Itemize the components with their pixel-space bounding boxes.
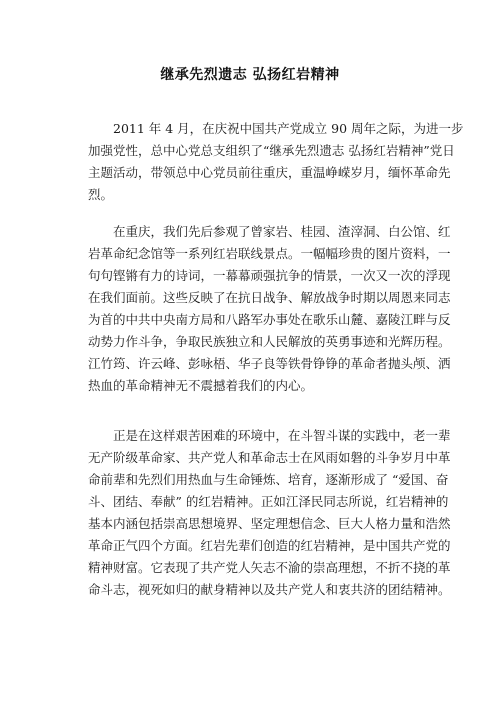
paragraph-line: 句句铿锵有力的诗词，一幕幕顽强抗争的情景，一次又一次的浮现 [88, 268, 451, 283]
paragraph-line: 基本内涵包括崇高思想境界、坚定理想信念、巨大人格力量和浩然 [88, 516, 451, 531]
paragraph-line: 为首的中共中央南方局和八路军办事处在歌乐山麓、嘉陵江畔与反 [88, 312, 451, 327]
paragraph-line: 动势力作斗争，争取民族独立和人民解放的英勇事迹和光辉历程。 [88, 334, 451, 349]
paragraph-line: 岩革命纪念馆等一系列红岩联线景点。一幅幅珍贵的图片资料，一 [88, 246, 451, 261]
paragraph-line: 在我们面前。这些反映了在抗日战争、解放战争时期以周恩来同志 [88, 290, 451, 305]
paragraph-line: 烈。 [88, 187, 114, 202]
paragraph-line: 热血的革命精神无不震撼着我们的内心。 [88, 378, 314, 393]
paragraph-1 [88, 118, 464, 206]
paragraph-line: 斗、团结、奉献” 的红岩精神。正如江泽民同志所说，红岩精神的 [88, 494, 449, 509]
paragraph-line: 命斗志，视死如归的献身精神以及共产党人和衷共济的团结精神。 [88, 582, 451, 597]
paragraph-line: 精神财富。它表现了共产党人矢志不渝的崇高理想，不折不挠的革 [88, 560, 451, 575]
paragraph-2 [88, 221, 451, 397]
paragraph-line: 无产阶级革命家、共产党人和革命志士在风雨如磐的斗争岁月中革 [88, 450, 451, 465]
paragraph-3 [88, 425, 451, 601]
paragraph-line: 正是在这样艰苦困难的环境中，在斗智斗谋的实践中，老一辈 [113, 428, 451, 443]
paragraph-line: 2011 年 4 月，在庆祝中国共产党成立 90 周年之际，为进一步 [113, 121, 464, 136]
paragraph-line: 命前辈和先烈们用热血与生命锤炼、培育，逐渐形成了 “爱国、奋 [88, 472, 449, 487]
page-title: 继承先烈遗志 弘扬红岩精神 [160, 67, 340, 83]
paragraph-line: 在重庆，我们先后参观了曾家岩、桂园、渣滓洞、白公馆、红 [113, 224, 451, 239]
paragraph-line: 主题活动，带领总中心党员前往重庆，重温峥嵘岁月，缅怀革命先 [88, 165, 451, 180]
paragraph-line: 加强党性，总中心党总支组织了“继承先烈遗志 弘扬红岩精神”党日 [88, 143, 455, 158]
paragraph-line: 江竹筠、许云峰、彭咏梧、华子良等铁骨铮铮的革命者抛头颅、洒 [88, 356, 451, 371]
paragraph-line: 革命正气四个方面。红岩先辈们创造的红岩精神，是中国共产党的 [88, 538, 451, 553]
